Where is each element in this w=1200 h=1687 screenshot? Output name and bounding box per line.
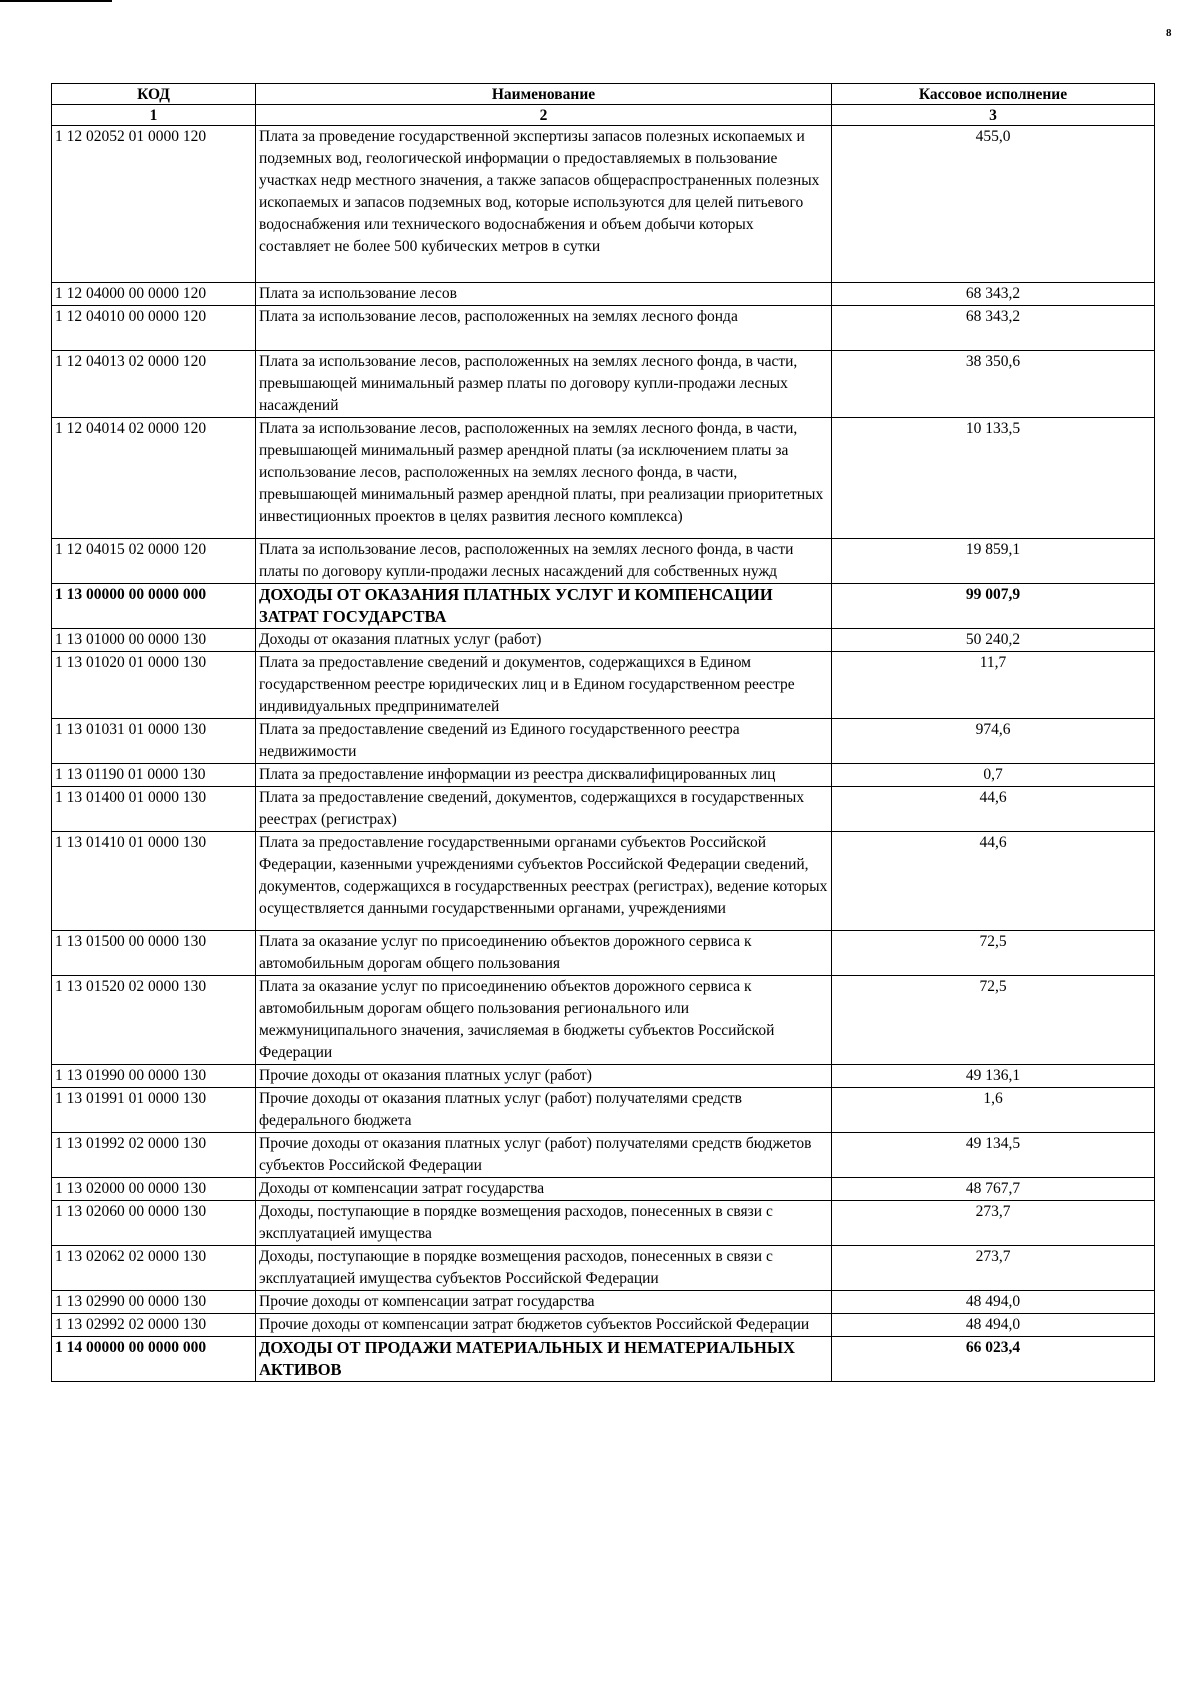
table-row	[52, 283, 1155, 306]
row-sum: 68 343,2	[832, 306, 1155, 351]
column-number-row	[52, 105, 1155, 126]
table-row	[52, 1291, 1155, 1314]
row-name: Доходы, поступающие в порядке возмещения расходов, понесенных в связи с эксплуатацией имущества субъектов Российской Федерации	[256, 1246, 832, 1291]
row-code: 1 12 04000 00 0000 120	[52, 283, 256, 306]
row-sum: 50 240,2	[832, 629, 1155, 652]
row-name: Прочие доходы от оказания платных услуг (работ) получателями средств бюджетов субъектов Российской Федерации	[256, 1133, 832, 1178]
row-code: 1 12 04014 02 0000 120	[52, 418, 256, 539]
column-number-2: 2	[256, 105, 832, 126]
revenue-table	[51, 83, 1155, 1382]
row-sum: 44,6	[832, 787, 1155, 832]
row-code: 1 13 02990 00 0000 130	[52, 1291, 256, 1314]
table-row	[52, 976, 1155, 1065]
table-row	[52, 126, 1155, 283]
header-name: Наименование	[256, 84, 832, 105]
table-row	[52, 1246, 1155, 1291]
table-row	[52, 1314, 1155, 1337]
row-sum: 48 494,0	[832, 1314, 1155, 1337]
row-sum: 974,6	[832, 719, 1155, 764]
row-sum: 19 859,1	[832, 539, 1155, 584]
table-row	[52, 306, 1155, 351]
row-name: Плата за использование лесов, расположенных на землях лесного фонда, в части, превышающей минимальный размер платы по договору купли-продажи лесных насаждений	[256, 351, 832, 418]
row-sum: 72,5	[832, 976, 1155, 1065]
table-body	[52, 126, 1155, 1382]
row-name: Прочие доходы от компенсации затрат бюджетов субъектов Российской Федерации	[256, 1314, 832, 1337]
row-code: 1 13 02060 00 0000 130	[52, 1201, 256, 1246]
row-name: Доходы от компенсации затрат государства	[256, 1178, 832, 1201]
row-name: Плата за предоставление информации из реестра дисквалифицированных лиц	[256, 764, 832, 787]
column-number-3: 3	[832, 105, 1155, 126]
row-sum: 455,0	[832, 126, 1155, 283]
table-row	[52, 931, 1155, 976]
row-code: 1 14 00000 00 0000 000	[52, 1337, 256, 1382]
row-code: 1 13 02062 02 0000 130	[52, 1246, 256, 1291]
row-name: Плата за использование лесов, расположенных на землях лесного фонда, в части, превышающей минимальный размер арендной платы (за исключением платы за использование лесов, расположенных на землях лесного фонда, в части, превышающей минимальный размер арендной платы, при реализации приоритетных инвестиционных проектов в целях развития лесного комплекса)	[256, 418, 832, 539]
row-name: Плата за оказание услуг по присоединению объектов дорожного сервиса к автомобильным дорогам общего пользования	[256, 931, 832, 976]
row-code: 1 12 04010 00 0000 120	[52, 306, 256, 351]
table-row	[52, 832, 1155, 931]
row-sum: 49 134,5	[832, 1133, 1155, 1178]
row-name: Прочие доходы от оказания платных услуг (работ) получателями средств федерального бюджета	[256, 1088, 832, 1133]
table-row	[52, 1201, 1155, 1246]
row-name: Плата за использование лесов, расположенных на землях лесного фонда	[256, 306, 832, 351]
row-name: Плата за использование лесов	[256, 283, 832, 306]
row-name: Прочие доходы от компенсации затрат государства	[256, 1291, 832, 1314]
table-row	[52, 1337, 1155, 1382]
row-sum: 49 136,1	[832, 1065, 1155, 1088]
header-code: КОД	[52, 84, 256, 105]
row-sum: 44,6	[832, 832, 1155, 931]
table-row	[52, 418, 1155, 539]
table-row	[52, 629, 1155, 652]
table-row	[52, 652, 1155, 719]
row-name: Плата за предоставление сведений и документов, содержащихся в Едином государственном реестре юридических лиц и в Едином государственном реестре индивидуальных предпринимателей	[256, 652, 832, 719]
table-row	[52, 584, 1155, 629]
row-code: 1 12 04013 02 0000 120	[52, 351, 256, 418]
row-name: Плата за оказание услуг по присоединению объектов дорожного сервиса к автомобильным дорогам общего пользования регионального или межмуниципального значения, зачисляемая в бюджеты субъектов Российской Федерации	[256, 976, 832, 1065]
row-code: 1 12 02052 01 0000 120	[52, 126, 256, 283]
header-sum: Кассовое исполнение	[832, 84, 1155, 105]
table-row	[52, 764, 1155, 787]
table-row	[52, 719, 1155, 764]
row-name: Прочие доходы от оказания платных услуг (работ)	[256, 1065, 832, 1088]
table-row	[52, 1133, 1155, 1178]
row-sum: 273,7	[832, 1201, 1155, 1246]
table-row	[52, 1088, 1155, 1133]
row-sum: 99 007,9	[832, 584, 1155, 629]
row-sum: 273,7	[832, 1246, 1155, 1291]
header-row	[52, 84, 1155, 105]
row-code: 1 13 01031 01 0000 130	[52, 719, 256, 764]
row-sum: 11,7	[832, 652, 1155, 719]
row-name: Плата за использование лесов, расположенных на землях лесного фонда, в части платы по договору купли-продажи лесных насаждений для собственных нужд	[256, 539, 832, 584]
table-row	[52, 1065, 1155, 1088]
table-row	[52, 539, 1155, 584]
column-number-1: 1	[52, 105, 256, 126]
row-sum: 48 494,0	[832, 1291, 1155, 1314]
row-code: 1 13 01992 02 0000 130	[52, 1133, 256, 1178]
row-name: Доходы, поступающие в порядке возмещения расходов, понесенных в связи с эксплуатацией имущества	[256, 1201, 832, 1246]
row-code: 1 13 01520 02 0000 130	[52, 976, 256, 1065]
row-code: 1 13 01990 00 0000 130	[52, 1065, 256, 1088]
row-name: Плата за предоставление сведений, документов, содержащихся в государственных реестрах (регистрах)	[256, 787, 832, 832]
table-row	[52, 351, 1155, 418]
top-rule	[0, 0, 112, 2]
row-name: ДОХОДЫ ОТ ОКАЗАНИЯ ПЛАТНЫХ УСЛУГ И КОМПЕНСАЦИИ ЗАТРАТ ГОСУДАРСТВА	[256, 584, 832, 629]
row-sum: 0,7	[832, 764, 1155, 787]
row-sum: 72,5	[832, 931, 1155, 976]
row-code: 1 13 02992 02 0000 130	[52, 1314, 256, 1337]
row-sum: 1,6	[832, 1088, 1155, 1133]
row-sum: 68 343,2	[832, 283, 1155, 306]
row-code: 1 13 02000 00 0000 130	[52, 1178, 256, 1201]
row-sum: 38 350,6	[832, 351, 1155, 418]
row-name: Плата за проведение государственной экспертизы запасов полезных ископаемых и подземных вод, геологической информации о предоставляемых в пользование участках недр местного значения, а также запасов общераспространенных полезных ископаемых и запасов подземных вод, которые используются для целей питьевого водоснабжения или технического водоснабжения и объем добычи которых составляет не более 500 кубических метров в сутки	[256, 126, 832, 283]
row-code: 1 13 01400 01 0000 130	[52, 787, 256, 832]
row-code: 1 13 01500 00 0000 130	[52, 931, 256, 976]
row-name: Плата за предоставление государственными органами субъектов Российской Федерации, казенными учреждениями субъектов Российской Федерации сведений, документов, содержащихся в государственных реестрах (регистрах), ведение которых осуществляется данными государственными органами, учреждениями	[256, 832, 832, 931]
row-code: 1 12 04015 02 0000 120	[52, 539, 256, 584]
row-code: 1 13 01190 01 0000 130	[52, 764, 256, 787]
table-row	[52, 787, 1155, 832]
row-sum: 10 133,5	[832, 418, 1155, 539]
row-code: 1 13 01000 00 0000 130	[52, 629, 256, 652]
table-row	[52, 1178, 1155, 1201]
row-name: ДОХОДЫ ОТ ПРОДАЖИ МАТЕРИАЛЬНЫХ И НЕМАТЕРИАЛЬНЫХ АКТИВОВ	[256, 1337, 832, 1382]
row-name: Доходы от оказания платных услуг (работ)	[256, 629, 832, 652]
row-name: Плата за предоставление сведений из Единого государственного реестра недвижимости	[256, 719, 832, 764]
row-code: 1 13 00000 00 0000 000	[52, 584, 256, 629]
row-sum: 48 767,7	[832, 1178, 1155, 1201]
page-number: 8	[1166, 27, 1172, 39]
row-code: 1 13 01991 01 0000 130	[52, 1088, 256, 1133]
row-code: 1 13 01410 01 0000 130	[52, 832, 256, 931]
row-code: 1 13 01020 01 0000 130	[52, 652, 256, 719]
row-sum: 66 023,4	[832, 1337, 1155, 1382]
